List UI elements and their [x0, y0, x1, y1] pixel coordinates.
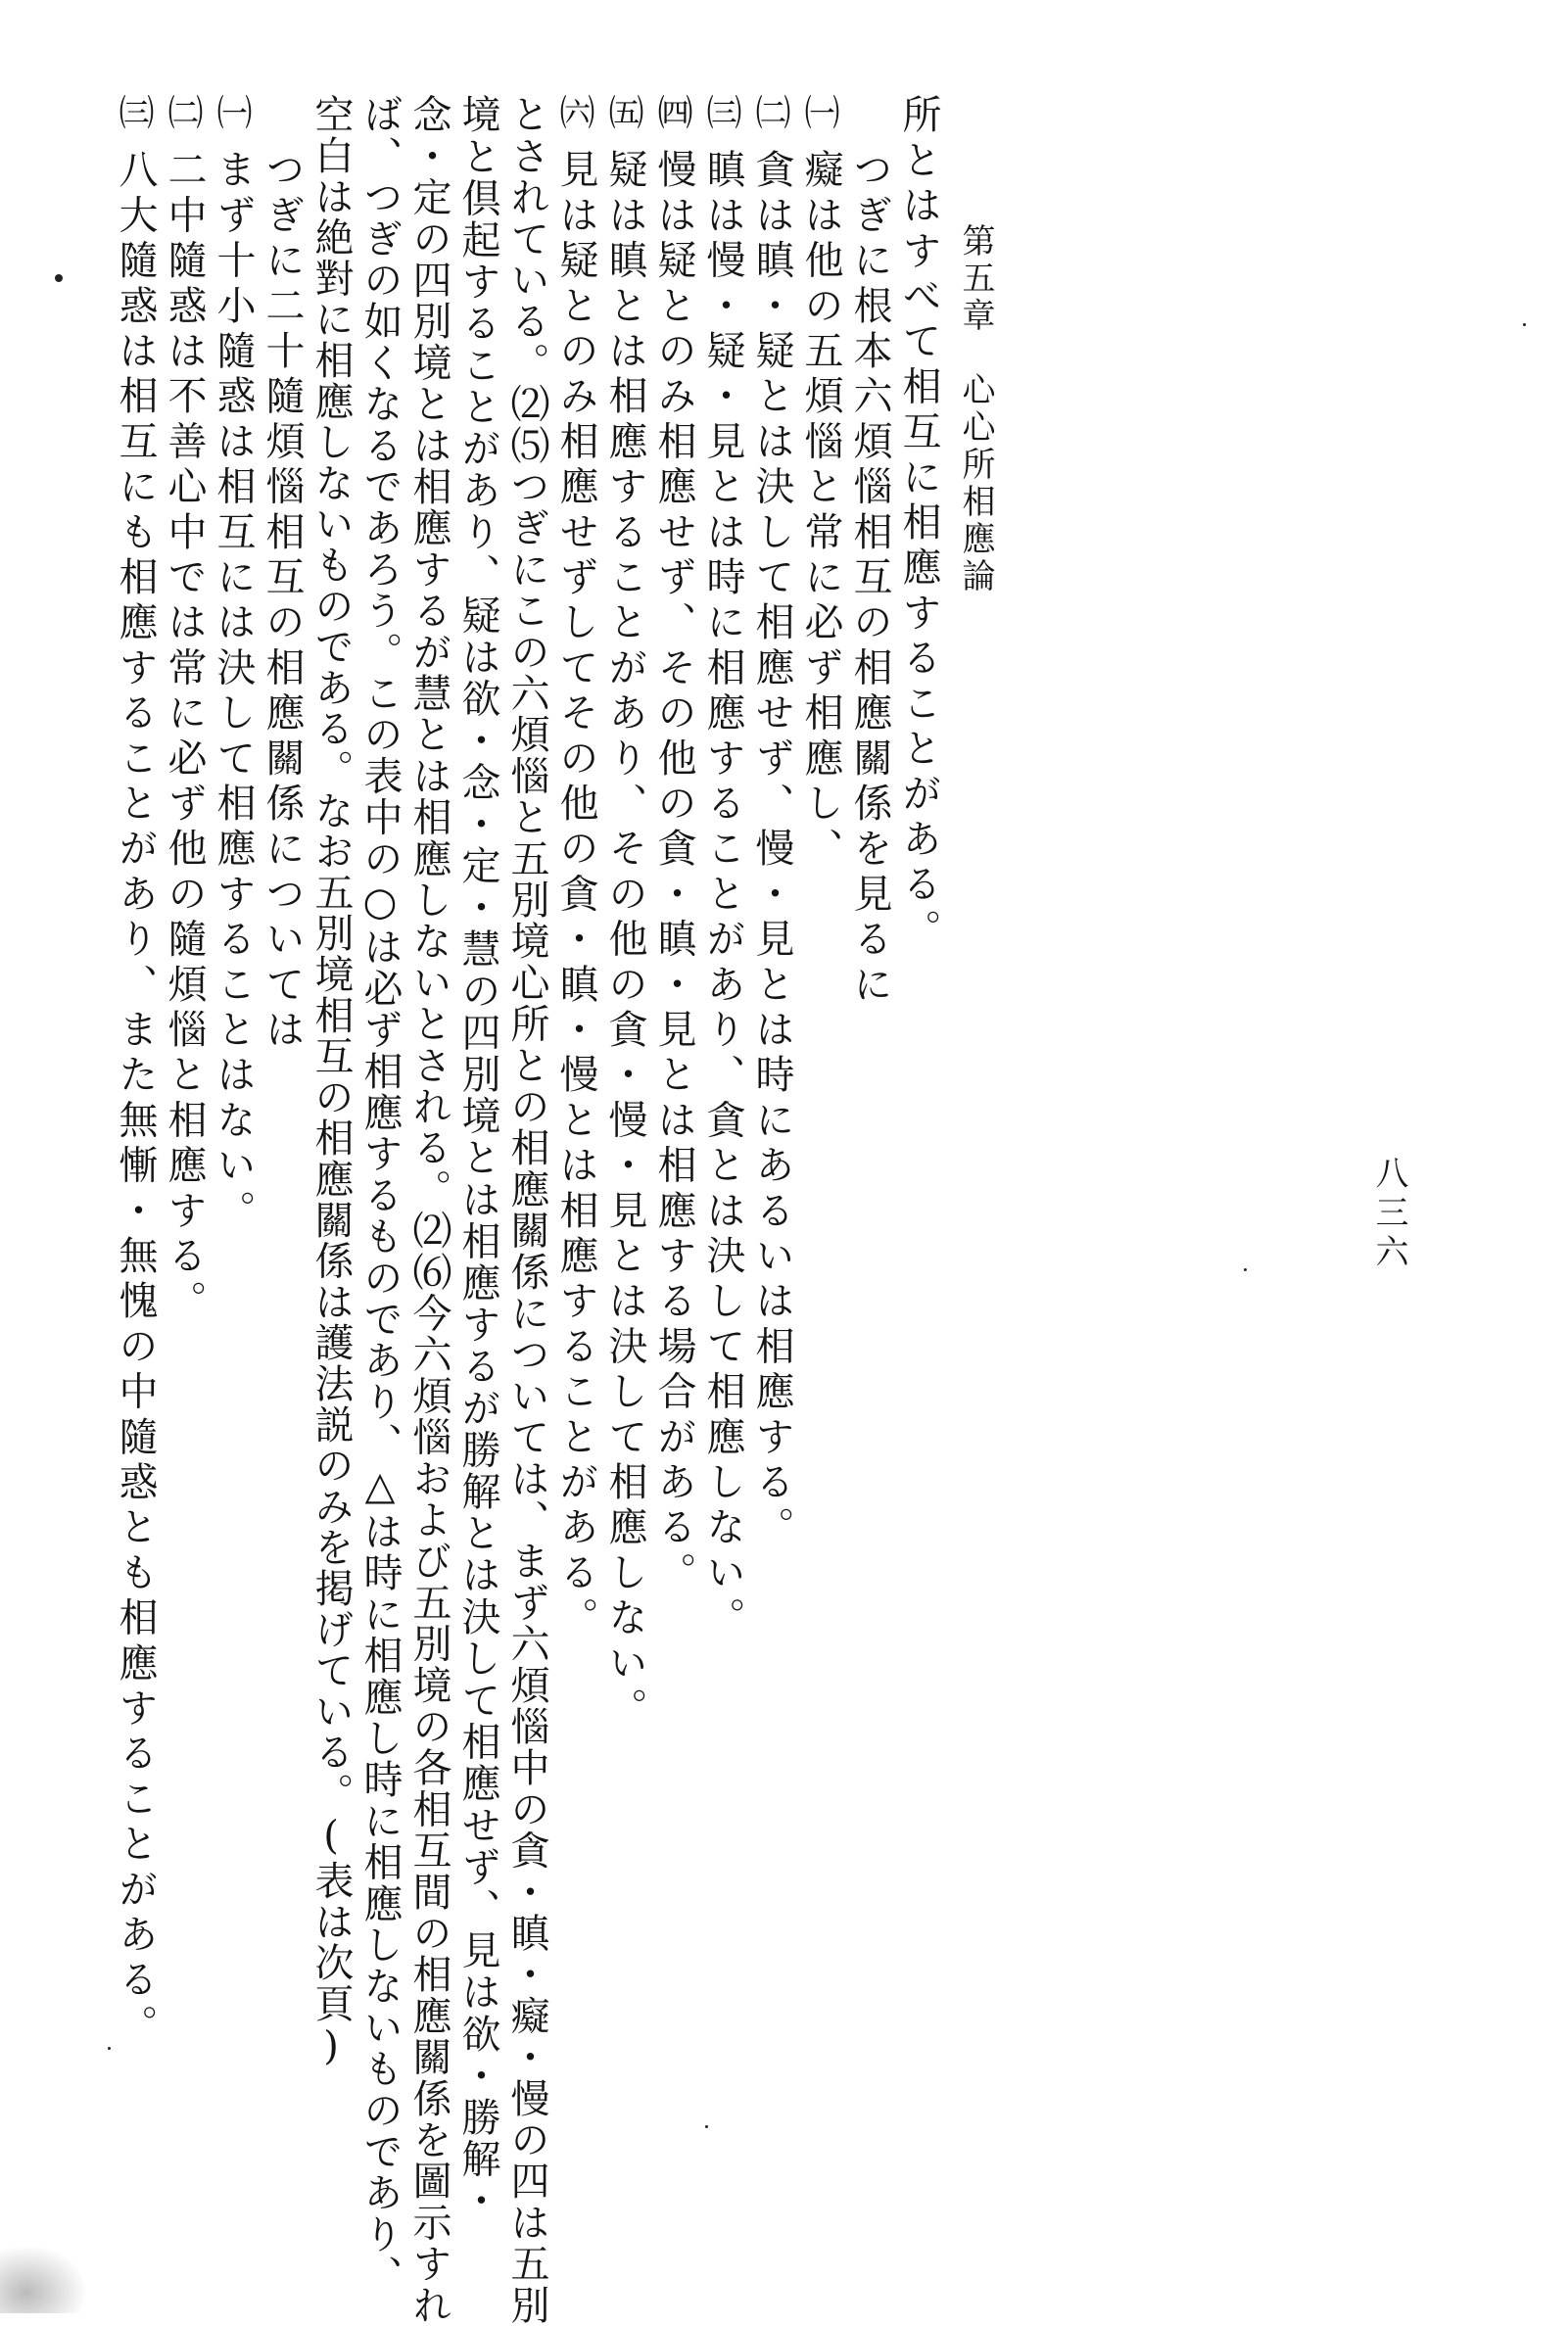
- item-marker-1: ㈠: [799, 94, 839, 129]
- item-marker-6: ㈥: [554, 94, 594, 129]
- item-marker-2: ㈡: [750, 94, 790, 129]
- item-marker-5: ㈤: [603, 94, 643, 129]
- scan-speck: [1523, 323, 1526, 326]
- running-header: 第五章 心心所相應論: [956, 223, 995, 595]
- text-line-14: つぎに二十隨煩惱相互の相應關係については: [260, 149, 305, 1054]
- text-line-7: 疑は瞋とは相應することがあり、その他の貪・慢・見とは決して相應しない。: [602, 149, 647, 1733]
- text-line-11: 念・定の四別境とは相應するが慧とは相應しないとされる。⑵⑹今六煩惱および五別境の各相互間の相應關係を圖示すれ: [406, 94, 451, 2326]
- text-line-1: 所とはすべて相互に相應することがある。: [896, 94, 941, 954]
- item-marker-8: ㈡: [163, 94, 203, 129]
- text-line-16: 二中隨惑は不善心中では常に必ず他の隨煩惱と相應する。: [162, 149, 207, 1326]
- scan-speck: [705, 2125, 708, 2128]
- text-line-3: 癡は他の五煩惱と常に必ず相應し、: [798, 149, 843, 874]
- text-line-17: 八大隨惑は相互にも相應することがあり、また無慚・無愧の中隨惑とも相應することがある。: [113, 149, 158, 2050]
- text-line-2: つぎに根本六煩惱相互の相應關係を見るに: [847, 149, 892, 1009]
- text-line-8: 見は疑とのみ相應せずしてその他の貪・瞋・慢とは相應することがある。: [553, 149, 598, 1642]
- text-line-6: 慢は疑とのみ相應せず、その他の貪・瞋・見とは相應する場合がある。: [651, 149, 696, 1597]
- text-line-4: 貪は瞋・疑とは決して相應せず、慢・見とは時にあるいは相應する。: [749, 149, 794, 1552]
- text-line-15: まず十小隨惑は相互には決して相應することはない。: [211, 149, 256, 1235]
- page-number: 八三六: [1369, 1156, 1408, 1273]
- text-line-5: 瞋は慢・疑・見とは時に相應することがあり、貪とは決して相應しない。: [700, 149, 745, 1642]
- text-line-10: 境と倶起することがあり、疑は欲・念・定・慧の四別境とは相應するが勝解とは決して相應せず、見は欲・勝解・: [455, 94, 500, 2222]
- item-marker-7: ㈠: [212, 94, 252, 129]
- text-line-9: とされている。⑵⑸つぎにこの六煩惱と五別境心所との相應關係については、まず六煩惱中の貪・瞋・癡・慢の四は五別: [504, 94, 549, 2326]
- scan-speck: [108, 2047, 111, 2050]
- item-marker-3: ㈢: [701, 94, 741, 129]
- item-marker-9: ㈢: [114, 94, 154, 129]
- text-line-12: ば、つぎの如くなるであろう。この表中の○は必ず相應するものであり、△は時に相應し時に相應しないものであり、: [357, 94, 403, 2297]
- text-line-13: 空白は絶對に相應しないものである。なお五別境相互の相應關係は護法説のみを掲げている。(表は次頁): [309, 94, 354, 2071]
- scan-smudge: [0, 2245, 88, 2313]
- scan-speck: [1244, 1268, 1247, 1271]
- scan-speck: [55, 274, 63, 282]
- item-marker-4: ㈣: [652, 94, 692, 129]
